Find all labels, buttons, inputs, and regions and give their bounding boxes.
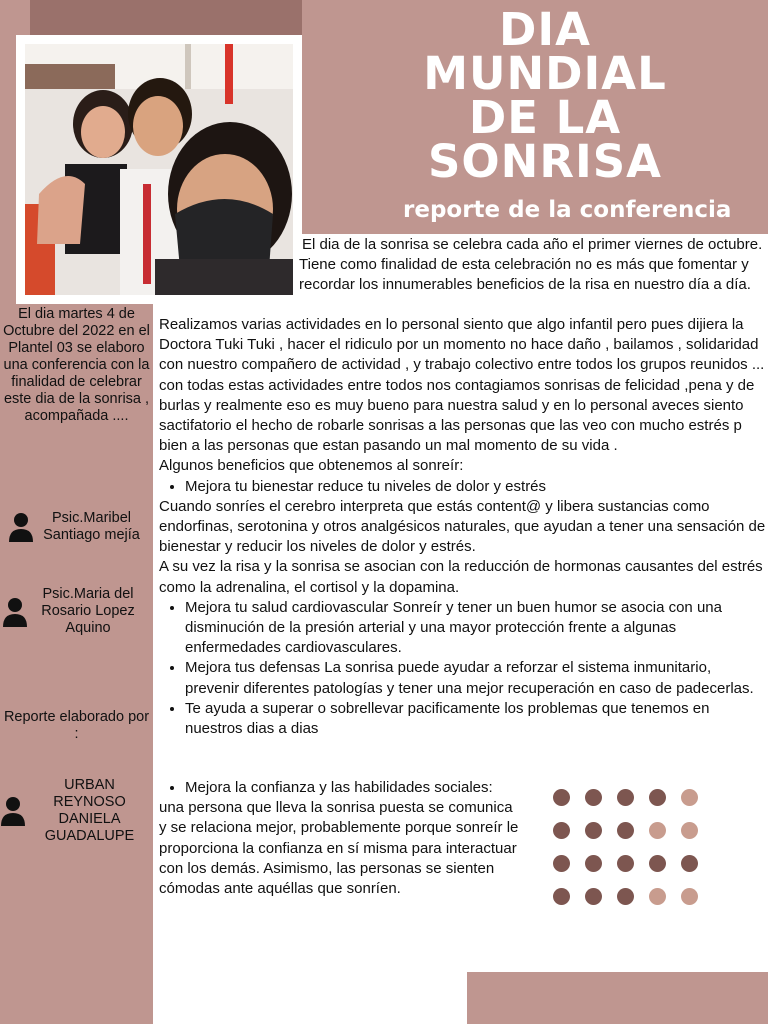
benefits-list-2 xyxy=(159,598,768,739)
title-line-4: SONRISA xyxy=(428,135,662,188)
main-tail xyxy=(159,778,519,899)
decor-dot xyxy=(585,888,602,905)
intro-paragraph: El dia de la sonrisa se celebra cada año el primer viernes de octubre. Tiene como finalidad de esta celebración no es más que fomentar y recordar los innumerables beneficios de la risa en nuestro día a día. xyxy=(299,236,763,294)
speaker-2 xyxy=(2,586,153,637)
paragraph-activities: Realizamos varias actividades en lo personal siento que algo infantil pero pues dijiera la Doctora Tuki Tuki , hacer el ridiculo por un momento no hace daño , bailamos , solidaridad con nuestro compañero de actividad , y trabajo colectivo entre todos los grupos reunidos ... xyxy=(159,316,765,374)
benefits-list-3 xyxy=(159,778,519,798)
paragraph-brain: Cuando sonríes el cerebro interpreta que estás content@ y libera sustancias como endorfinas, serotonina y otros analgésicos naturales, que ayudan a tener una sensación de bienestar y reducir los niveles de dolor y estrés. xyxy=(159,497,766,556)
person-icon xyxy=(0,796,26,826)
decor-dot xyxy=(553,822,570,839)
decor-dot xyxy=(617,855,634,872)
report-author xyxy=(0,777,153,845)
report-author-name: URBAN REYNOSO DANIELA GUADALUPE xyxy=(44,777,135,844)
decor-dot xyxy=(649,789,666,806)
decor-dot xyxy=(649,822,666,839)
benefit-item-defenses: • Mejora tus defensas La sonrisa puede ayudar a reforzar el sistema inmunitario, prevenir diferentes patologías y tener una mejor recuperación en caso de padecerlas. xyxy=(185,658,768,698)
decor-dot xyxy=(681,855,698,872)
decor-dot xyxy=(617,789,634,806)
paragraph-contagion: con todas estas actividades entre todos nos contagiamos sonrisas de felicidad ,pena y de burlas y realmente eso es muy bueno para nuestra salud y en lo personal aveces siento sactifatorio el hecho de robarle sonrisas a las personas que las veo con mucho estrés p bien a las personas que estan pasando un mal momento de su vida . xyxy=(159,376,755,455)
decor-dot xyxy=(681,888,698,905)
speaker-2-name: Psic.Maria del Rosario Lopez Aquino xyxy=(41,586,135,636)
intro-paragraph-wrap xyxy=(159,235,768,296)
decor-dot xyxy=(585,789,602,806)
decor-dot xyxy=(649,855,666,872)
sidebar-intro-text: El dia martes 4 de Octubre del 2022 en el Plantel 03 se elaboro una conferencia con la finalidad de celebrar este dia de la sonrisa , acompañada .... xyxy=(3,306,150,424)
report-author-label: Reporte elaborado por : xyxy=(3,709,150,742)
paragraph-benefits-intro: Algunos beneficios que obtenemos al sonreír: xyxy=(159,457,464,475)
decor-dot xyxy=(553,789,570,806)
decor-dot xyxy=(617,822,634,839)
speaker-1-name: Psic.Maribel Santiago mejía xyxy=(43,510,140,543)
person-icon xyxy=(2,597,28,627)
decor-dot xyxy=(649,888,666,905)
main-body xyxy=(159,315,768,739)
page-subtitle: reporte de la conferencia xyxy=(403,197,732,223)
person-icon xyxy=(8,512,34,542)
title-line-2: MUNDIAL xyxy=(423,47,667,100)
decor-dot xyxy=(553,855,570,872)
paragraph-hormones: A su vez la risa y la sonrisa se asocian con la reducción de hormonas causantes del estrés como la adrenalina, el cortisol y la dopamina. xyxy=(159,558,763,596)
decor-dot xyxy=(681,822,698,839)
title-line-1: DIA xyxy=(499,3,591,56)
paragraph-confidence: una persona que lleva la sonrisa puesta se comunica y se relaciona mejor, probablemente porque sonreír le proporciona la confianza en sí misma para interactuar con los demás. Asimismo, las personas se sienten cómodas ante aquéllas que sonríen. xyxy=(159,799,519,898)
title-line-3: DE LA xyxy=(468,91,622,144)
benefit-item-wellbeing: • Mejora tu bienestar reduce tu niveles de dolor y estrés xyxy=(185,477,768,497)
decor-dot xyxy=(681,789,698,806)
benefit-item-problems: • Te ayuda a superar o sobrellevar pacificamente los problemas que tenemos en nuestros dias a dias xyxy=(185,699,768,739)
benefit-item-cardio: • Mejora tu salud cardiovascular Sonreír y tener un buen humor se asocia con una disminución de la presión arterial y una mayor protección frente a algunas enfermedades cardiovasculares. xyxy=(185,598,768,659)
photo-wrap-spacer xyxy=(159,235,299,295)
decor-dot xyxy=(585,822,602,839)
decor-dot xyxy=(553,888,570,905)
decor-dot xyxy=(585,855,602,872)
dot-pattern-decoration xyxy=(553,789,703,909)
benefit-item-confidence: • Mejora la confianza y las habilidades sociales: xyxy=(185,778,519,798)
decor-dot xyxy=(617,888,634,905)
page-title xyxy=(330,3,760,188)
bottom-accent-block xyxy=(467,972,768,1024)
benefits-list-1 xyxy=(159,477,768,497)
speaker-1 xyxy=(8,510,153,544)
